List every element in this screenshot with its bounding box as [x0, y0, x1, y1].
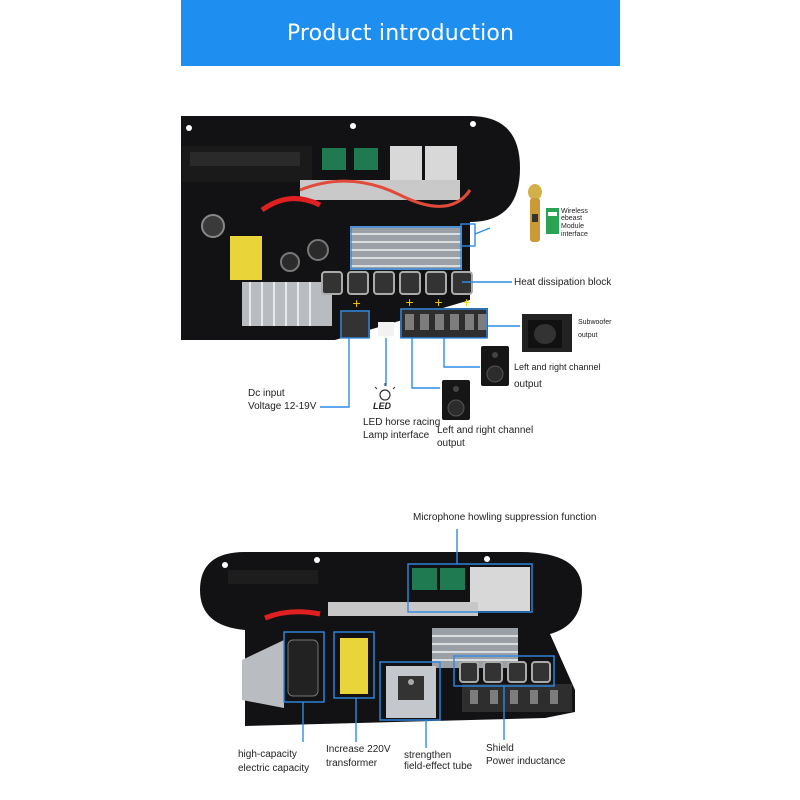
dc-input-label-2: Voltage 12-19V: [248, 401, 317, 412]
svg-text:+: +: [405, 296, 415, 309]
subwoofer-label-1: Subwoofer: [578, 319, 612, 326]
lr-output-label-1b: output: [514, 379, 542, 390]
capacity-label-1: high-capacity: [238, 749, 297, 760]
shield-label-1: Shield: [486, 743, 514, 754]
lr-output-label-1a: Left and right channel: [514, 362, 601, 372]
lr-output-label-2b: output: [437, 438, 465, 449]
heat-dissipation-label: Heat dissipation block: [514, 277, 612, 288]
speaker-icon: [481, 346, 509, 386]
amplifier-board-bottom: [200, 552, 582, 726]
led-label-1: LED horse racing: [363, 417, 441, 428]
shield-label-2: Power inductance: [486, 756, 566, 767]
transformer-label-1: Increase 220V: [326, 744, 391, 755]
svg-text:+: +: [462, 296, 472, 309]
mic-suppression-label: Microphone howling suppression function: [413, 512, 597, 523]
wireless-label-2: ebeast: [561, 215, 583, 222]
svg-text:+: +: [352, 297, 362, 310]
capacity-label-2: electric capacity: [238, 763, 310, 774]
page-title: Product introduction: [286, 20, 515, 46]
transformer-label-2: transformer: [326, 758, 378, 769]
subwoofer-icon: [522, 314, 572, 352]
led-badge: LED: [373, 401, 391, 411]
fet-label-2: field-effect tube: [404, 761, 473, 772]
dc-input-label-1: Dc input: [248, 388, 285, 399]
fet-label-1: strengthen: [404, 750, 452, 761]
wireless-label-4: interface: [561, 231, 588, 238]
led-lamp-icon: [375, 383, 395, 400]
subwoofer-label-2: output: [578, 332, 598, 339]
speaker-icon-2: [442, 380, 470, 420]
wireless-label-3: Module: [561, 223, 584, 230]
wireless-label-1: Wireless: [561, 208, 588, 215]
microphone-icon: [528, 184, 542, 242]
led-label-2: Lamp interface: [363, 430, 430, 441]
svg-text:+: +: [434, 296, 444, 309]
lr-output-label-2a: Left and right channel: [437, 425, 534, 436]
wireless-module-icon: [546, 208, 559, 234]
